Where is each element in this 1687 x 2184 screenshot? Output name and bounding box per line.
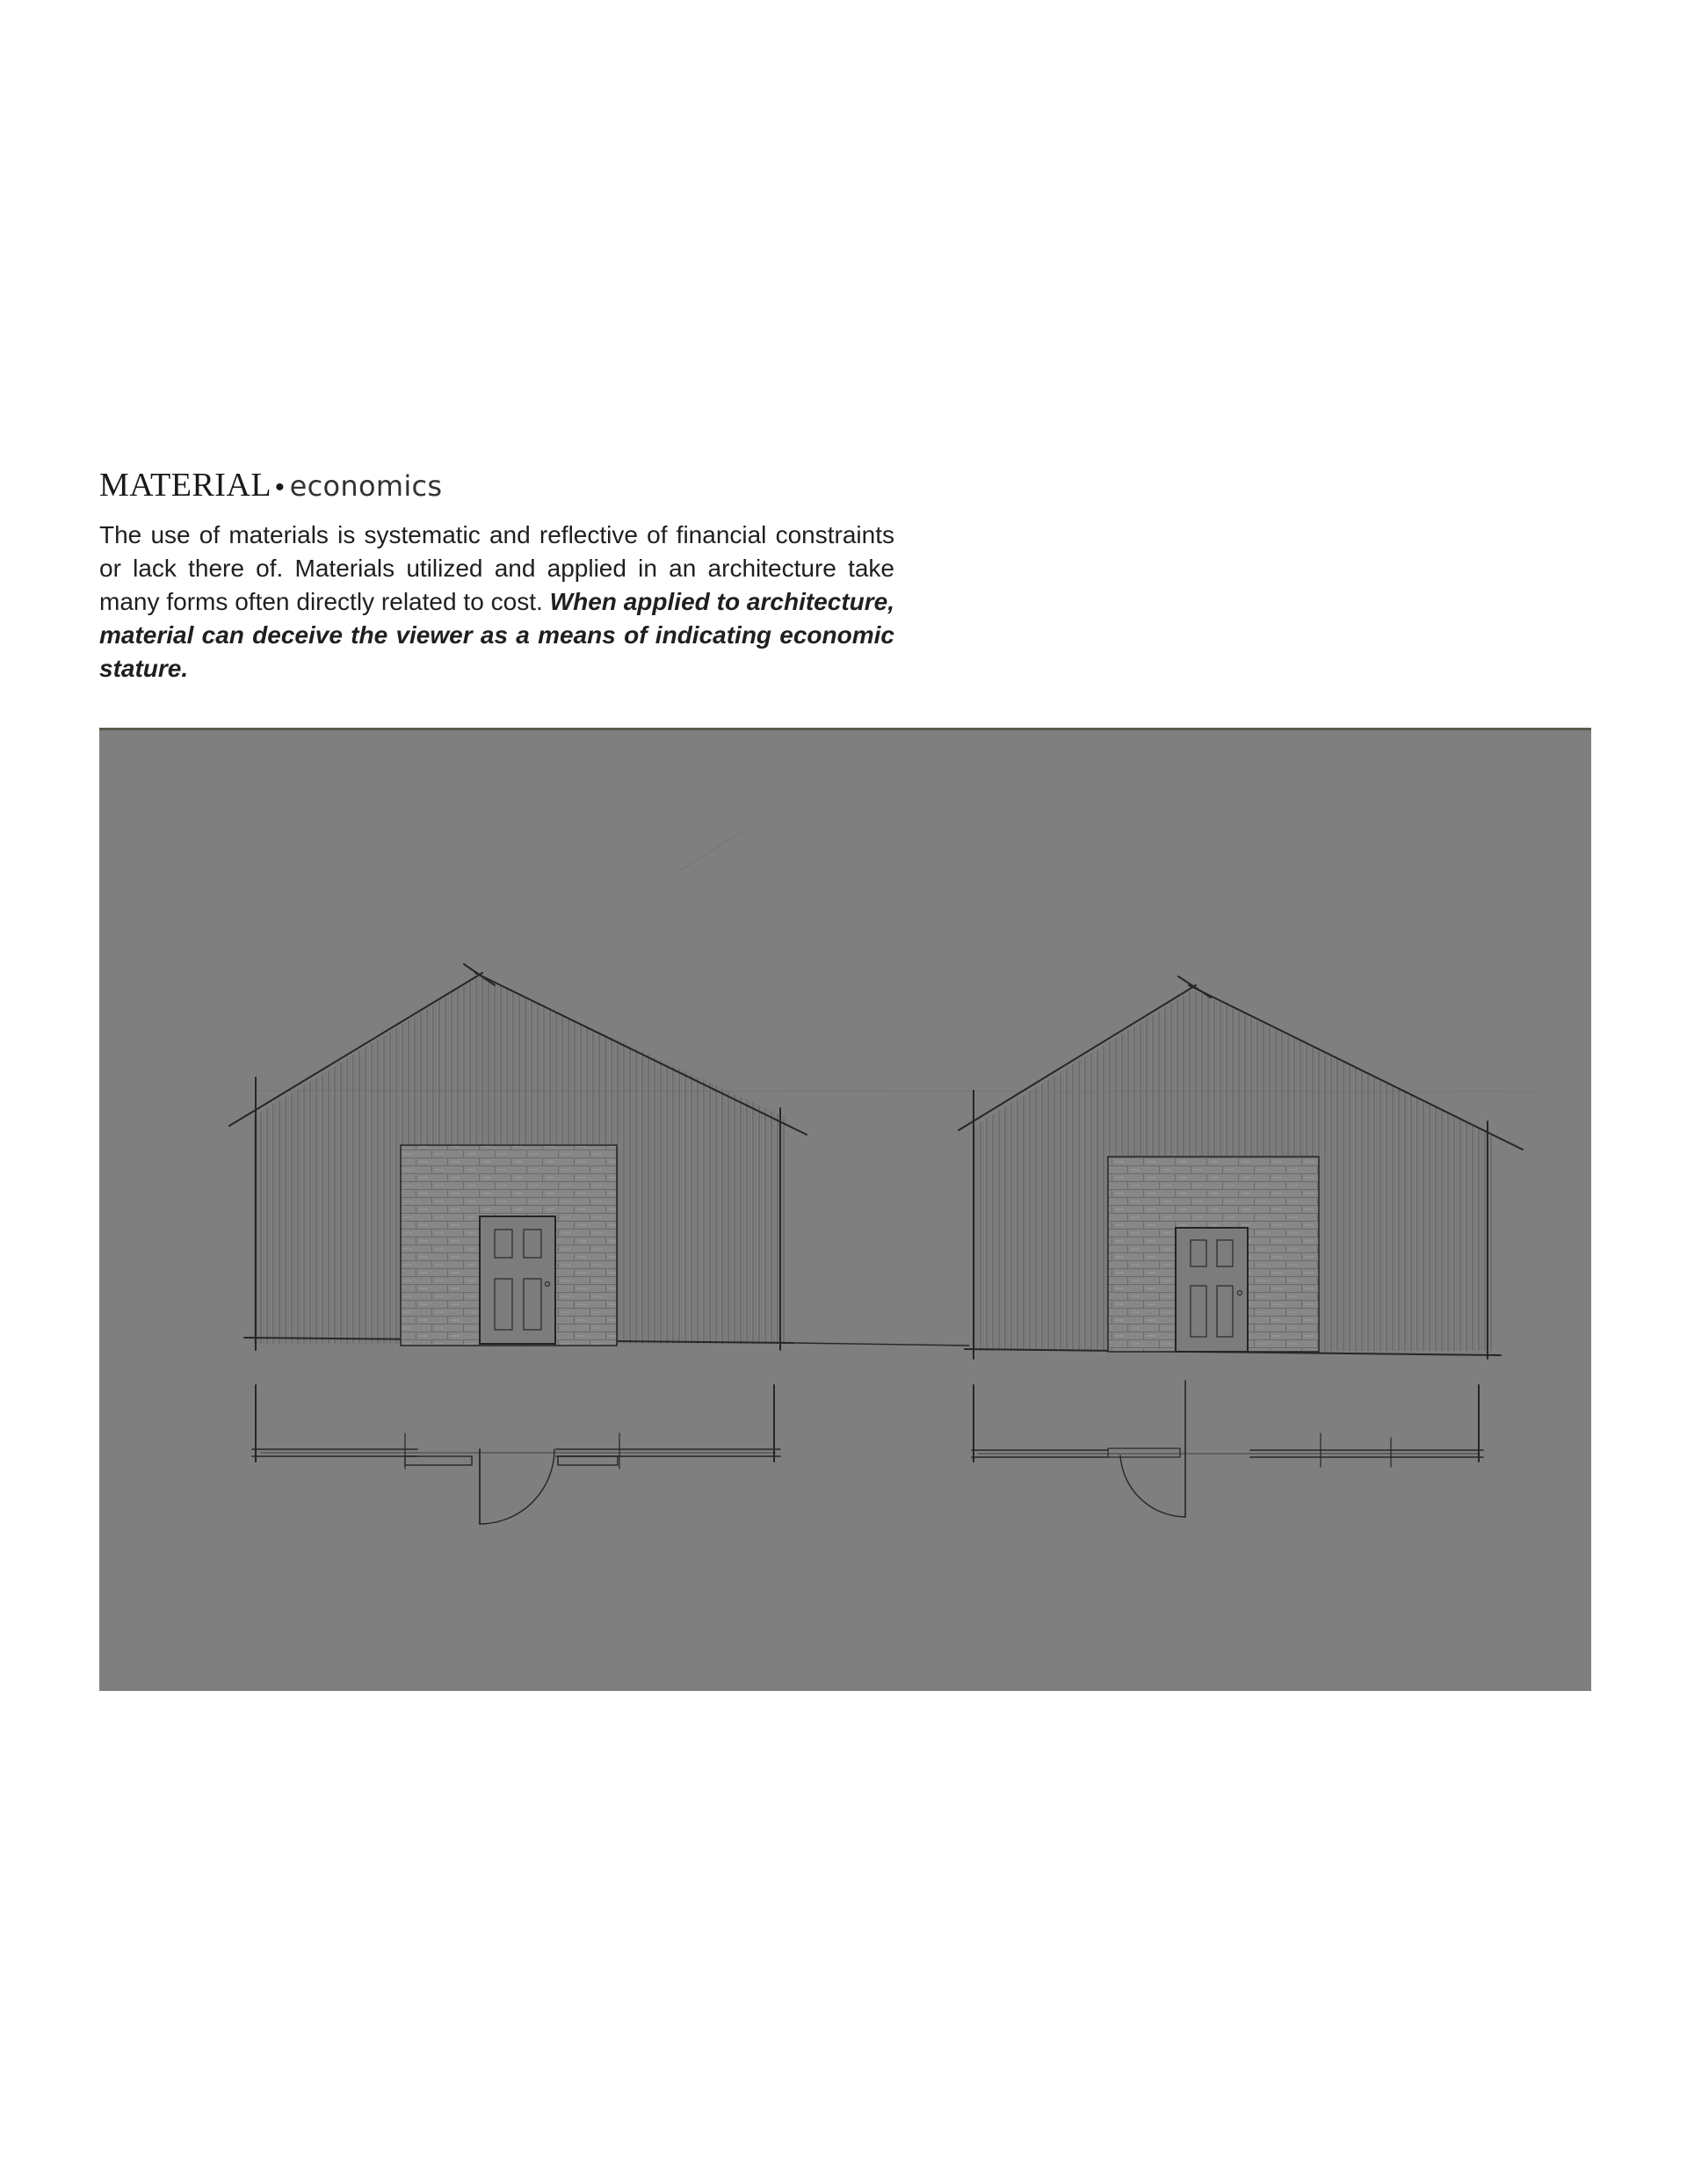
heading-subtitle: economics bbox=[289, 469, 443, 503]
page-heading bbox=[99, 459, 442, 514]
left-building-elevation bbox=[229, 964, 969, 1350]
sketch-drawing bbox=[99, 730, 1591, 1691]
right-building-elevation bbox=[959, 976, 1523, 1359]
heading-bullet: • bbox=[275, 473, 285, 502]
body-text-emphasis: When applied to architecture, material can deceive the viewer as a means of indicating economic stature. bbox=[99, 588, 894, 682]
body-paragraph bbox=[99, 519, 894, 686]
heading-title: MATERIAL bbox=[99, 467, 272, 504]
left-floor-plan bbox=[252, 1385, 780, 1524]
body-text-regular: The use of materials is systematic and reflective of financial constraints or lack there of. Materials utilized and applied in an architecture take many forms often directly related to cost. bbox=[99, 521, 894, 615]
sketch-figure bbox=[99, 728, 1591, 1691]
right-floor-plan bbox=[972, 1381, 1483, 1517]
